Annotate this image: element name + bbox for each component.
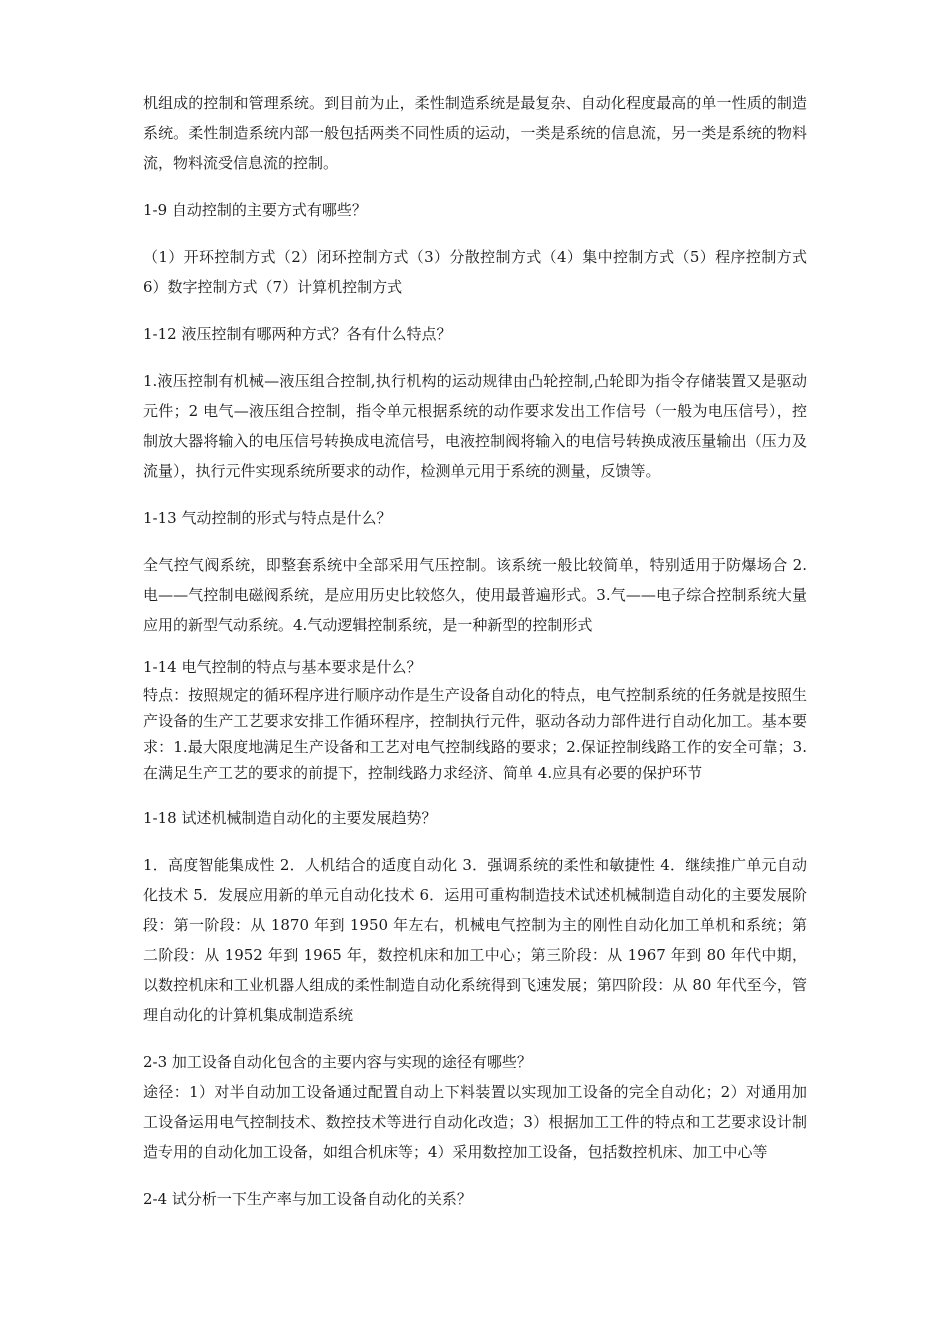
question-1-18: 1-18 试述机械制造自动化的主要发展趋势？ — [143, 809, 437, 827]
answer-1-14: 特点：按照规定的循环程序进行顺序动作是生产设备自动化的特点，电气控制系统的任务就是按照生产设备的生产工艺要求安排工作循环程序，控制执行元件，驱动各动力部件进行自动化加工。基本要求：1.最大限度地满足生产设备和工艺对电气控制线路的要求；2.保证控制线路工作的安全可靠；3.在满足生产工艺的要求的前提下，控制线路力求经济、简单 4.应具有必要的保护环节 — [143, 686, 807, 782]
answer-1-18: 1．高度智能集成性 2．人机结合的适度自动化 3．强调系统的柔性和敏捷性 4．继续推广单元自动化技术 5．发展应用新的单元自动化技术 6．运用可重构制造技术试述机械制造自动化的主要发展阶段：第一阶段：从 1870 年到 1950 年左右，机械电气控制为主的刚性自动化加工单机和系统；第二阶段：从 1952 年到 1965 年，数控机床和加工中心；第三阶段：从 1967 年到 80 年代中期，以数控机床和工业机器人组成的柔性制造自动化系统得到飞速发展；第四阶段：从 80 年代至今，管理自动化的计算机集成制造系统 — [143, 856, 807, 1024]
question-1-12: 1-12 液压控制有哪两种方式？各有什么特点？ — [143, 325, 452, 343]
question-2-3: 2-3 加工设备自动化包含的主要内容与实现的途径有哪些？ — [143, 1053, 532, 1071]
answer-2-3: 途径：1）对半自动加工设备通过配置自动上下料装置以实现加工设备的完全自动化；2）对通用加工设备运用电气控制技术、数控技术等进行自动化改造；3）根据加工工件的特点和工艺要求设计制造专用的自动化加工设备，如组合机床等；4）采用数控加工设备，包括数控机床、加工中心等 — [143, 1083, 807, 1161]
question-1-9: 1-9 自动控制的主要方式有哪些？ — [143, 201, 367, 219]
question-1-13: 1-13 气动控制的形式与特点是什么？ — [143, 509, 392, 527]
question-2-4: 2-4 试分析一下生产率与加工设备自动化的关系？ — [143, 1190, 472, 1208]
answer-1-12: 1.液压控制有机械—液压组合控制,执行机构的运动规律由凸轮控制,凸轮即为指令存储装置又是驱动元件；2 电气—液压组合控制，指令单元根据系统的动作要求发出工作信号（一般为电压信号），控制放大器将输入的电压信号转换成电流信号，电液控制阀将输入的电信号转换成液压量输出（压力及流量），执行元件实现系统所要求的动作，检测单元用于系统的测量，反馈等。 — [143, 372, 807, 480]
document-page — [143, 88, 807, 1214]
question-1-14: 1-14 电气控制的特点与基本要求是什么？ — [143, 658, 422, 676]
paragraph-fms-intro: 机组成的控制和管理系统。到目前为止，柔性制造系统是最复杂、自动化程度最高的单一性质的制造系统。柔性制造系统内部一般包括两类不同性质的运动，一类是系统的信息流，另一类是系统的物料流，物料流受信息流的控制。 — [143, 94, 807, 172]
answer-1-9: （1）开环控制方式（2）闭环控制方式（3）分散控制方式（4）集中控制方式（5）程序控制方式 6）数字控制方式（7）计算机控制方式 — [143, 248, 807, 296]
answer-1-13: 全气控气阀系统，即整套系统中全部采用气压控制。该系统一般比较简单，特别适用于防爆场合 2.电——气控制电磁阀系统，是应用历史比较悠久，使用最普遍形式。3.气——电子综合控制系统大量应用的新型气动系统。4.气动逻辑控制系统，是一种新型的控制形式 — [143, 556, 807, 634]
